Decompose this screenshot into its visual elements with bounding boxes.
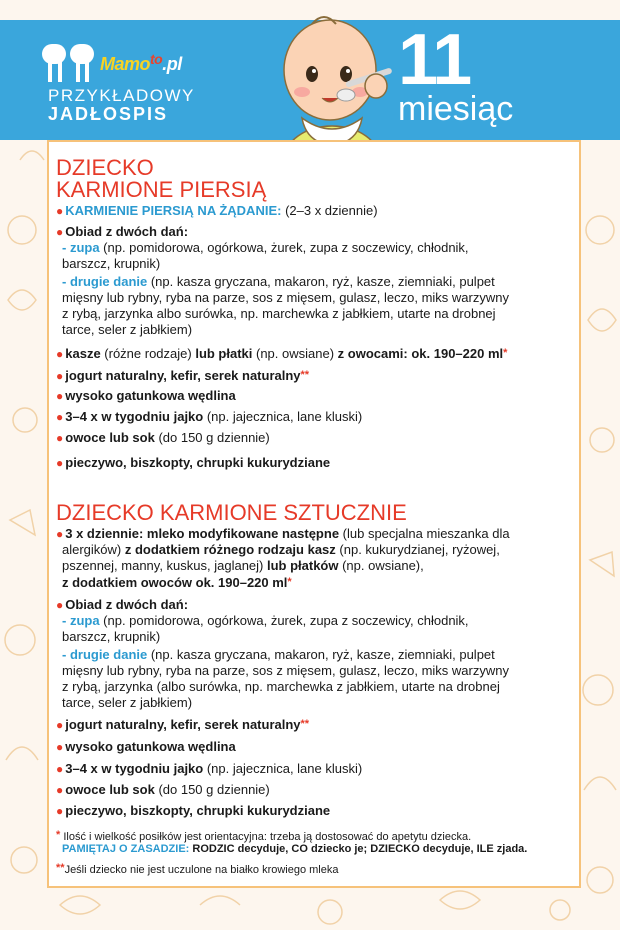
- list-subitem-cont: mięsny lub rybny, ryba na parze, sos z mięsem, gulasz, leczo, miks warzywny: [62, 663, 509, 678]
- age-word: miesiąc: [398, 90, 514, 128]
- utensils-logo-icon: [40, 38, 96, 84]
- list-item: ● wysoko gatunkowa wędlina: [56, 739, 236, 754]
- list-item: ● jogurt naturalny, kefir, serek naturalny**: [56, 368, 310, 383]
- footnote-1: * Ilość i wielkość posiłków jest orientacyjna: trzeba ją dostosować do apetytu dziecka.: [56, 829, 472, 843]
- subtitle-line2: JADŁOSPIS: [48, 104, 169, 124]
- section1-title-line1: DZIECKO: [56, 155, 154, 180]
- list-item-cont: pszennej, manny, kuskus, jaglanej) lub płatków (np. owsiane),: [62, 558, 424, 573]
- list-subitem: - zupa (np. pomidorowa, ogórkowa, żurek, zupa z soczewicy, chłodnik,: [62, 613, 469, 628]
- bullet-icon: ●: [56, 783, 64, 797]
- bullet-icon: ●: [56, 527, 64, 541]
- list-item: ● 3–4 x w tygodniu jajko (np. jajecznica, lane kluski): [56, 409, 363, 424]
- subtitle-line1: PRZYKŁADOWY: [48, 86, 195, 105]
- bullet-icon: ●: [56, 410, 64, 424]
- bullet-icon: ●: [56, 369, 64, 383]
- section2-title: DZIECKO KARMIONE SZTUCZNIE: [56, 500, 407, 525]
- list-item: ● pieczywo, biszkopty, chrupki kukurydziane: [56, 803, 331, 818]
- list-item: ● Obiad z dwóch dań:: [56, 224, 189, 239]
- list-subitem-cont: z rybą, jarzynka (albo surówka, np. marchewka z jabłkiem, utarte na drobnej: [62, 679, 500, 694]
- list-item: ● wysoko gatunkowa wędlina: [56, 388, 236, 403]
- list-item: ● jogurt naturalny, kefir, serek naturalny**: [56, 717, 310, 732]
- bullet-icon: ●: [56, 431, 64, 445]
- bullet-icon: ●: [56, 740, 64, 754]
- list-item: ● KARMIENIE PIERSIĄ NA ŻĄDANIE: (2–3 x dziennie): [56, 203, 378, 218]
- list-subitem-cont: mięsny lub rybny, ryba na parze, sos z mięsem, gulasz, leczo, miks warzywny: [62, 290, 509, 305]
- bullet-icon: ●: [56, 804, 64, 818]
- list-subitem-cont: tarce, seler z jabłkiem): [62, 322, 193, 337]
- bullet-icon: ●: [56, 204, 64, 218]
- list-item: ● owoce lub sok (do 150 g dziennie): [56, 430, 270, 445]
- list-subitem-cont: tarce, seler z jabłkiem): [62, 695, 193, 710]
- list-subitem: - drugie danie (np. kasza gryczana, makaron, ryż, kasze, ziemniaki, pulpet: [62, 647, 495, 662]
- list-subitem-cont: barszcz, krupnik): [62, 629, 161, 644]
- list-item-cont: alergików) z dodatkiem różnego rodzaju kasz (np. kukurydzianej, ryżowej,: [62, 542, 500, 557]
- list-item: ● kasze (różne rodzaje) lub płatki (np. owsiane) z owocami: ok. 190–220 ml*: [56, 346, 508, 361]
- list-item: ● Obiad z dwóch dań:: [56, 597, 189, 612]
- list-item: ● 3–4 x w tygodniu jajko (np. jajecznica, lane kluski): [56, 761, 363, 776]
- list-subitem-cont: barszcz, krupnik): [62, 256, 161, 271]
- list-item-cont: z dodatkiem owoców ok. 190–220 ml*: [62, 575, 292, 590]
- list-subitem: - drugie danie (np. kasza gryczana, makaron, ryż, kasze, ziemniaki, pulpet: [62, 274, 495, 289]
- bullet-icon: ●: [56, 456, 64, 470]
- bullet-icon: ●: [56, 225, 64, 239]
- footnote-2: **Jeśli dziecko nie jest uczulone na białko krowiego mleka: [56, 862, 339, 876]
- section1-title-line2: KARMIONE PIERSIĄ: [56, 177, 267, 202]
- list-subitem-cont: z rybą, jarzynka albo surówka, np. marchewka z jabłkiem, utarte na drobnej: [62, 306, 496, 321]
- brand-logo: Mamo$^{to}$.pl: [100, 51, 182, 74]
- bullet-icon: ●: [56, 347, 64, 361]
- bullet-icon: ●: [56, 718, 64, 732]
- list-item: ● 3 x dziennie: mleko modyfikowane następne (lub specjalna mieszanka dla: [56, 526, 510, 541]
- list-item: ● owoce lub sok (do 150 g dziennie): [56, 782, 270, 797]
- bullet-icon: ●: [56, 389, 64, 403]
- list-subitem: - zupa (np. pomidorowa, ogórkowa, żurek, zupa z soczewicy, chłodnik,: [62, 240, 469, 255]
- age-number: 11: [398, 20, 471, 100]
- bullet-icon: ●: [56, 598, 64, 612]
- list-item: ● pieczywo, biszkopty, chrupki kukurydziane: [56, 455, 331, 470]
- footnote-rule: PAMIĘTAJ O ZASADZIE: RODZIC decyduje, CO dziecko je; DZIECKO decyduje, ILE zjada.: [62, 843, 528, 855]
- bullet-icon: ●: [56, 762, 64, 776]
